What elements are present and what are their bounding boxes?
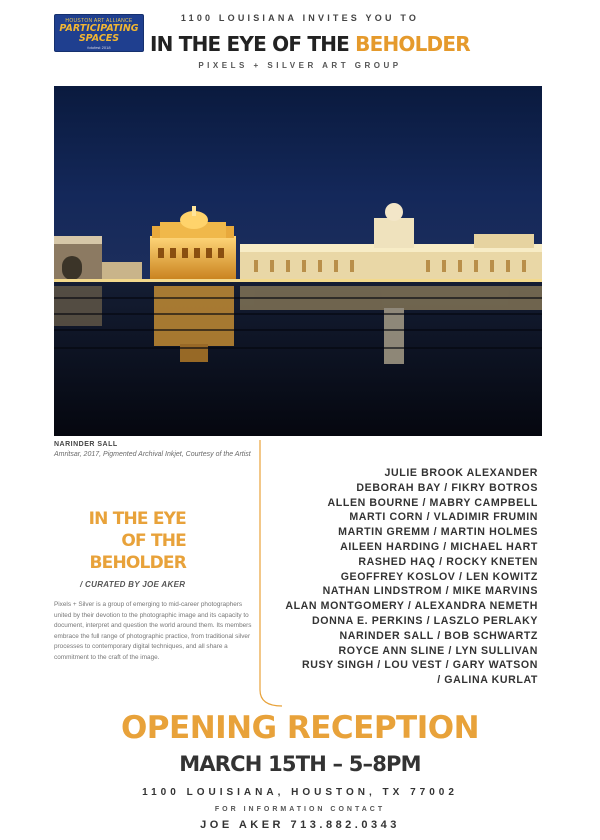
featured-photograph	[54, 86, 542, 436]
exhibition-title-block	[60, 508, 186, 574]
artist-line: JULIE BROOK ALEXANDER	[384, 467, 538, 479]
exhibition-blurb: Pixels + Silver is a group of emerging to mid-career photographers united by their devotion to the photographic image and its capacity to document, interpret and question the world around them. Its members embrace the full range of photographic practice, from traditional silver processes to contemporary digital techniques, and all share a commitment to the craft of the image.	[54, 601, 252, 661]
artist-line: GEOFFREY KOSLOV / LEN KOWITZ	[340, 570, 538, 583]
artist-line: DEBORAH BAY / FIKRY BOTROS	[356, 481, 538, 494]
exhibition-title-line-1: IN THE EYE	[88, 509, 186, 529]
event-date: MARCH 15TH – 5–8PM	[179, 752, 421, 776]
artist-line: AILEEN HARDING / MICHAEL HART	[340, 540, 538, 553]
artist-line: NATHAN LINDSTROM / MIKE MARVINS	[322, 585, 538, 598]
artist-line: RASHED HAQ / ROCKY KNETEN	[358, 555, 538, 568]
caption-description: Amritsar, 2017, Pigmented Archival Inkjet, Courtesy of the Artist	[54, 451, 251, 458]
main-title-highlight: BEHOLDER	[355, 32, 470, 56]
participating-spaces-logo	[54, 14, 144, 52]
art-group-name: PIXELS + SILVER ART GROUP	[198, 61, 402, 70]
contact-info: JOE AKER 713.882.0343	[200, 819, 400, 831]
opening-reception-heading: OPENING RECEPTION	[120, 710, 480, 746]
golden-temple-night-photo	[54, 86, 542, 436]
artist-line: ROYCE ANN SLINE / LYN SULLIVAN	[338, 644, 538, 657]
artist-line: ALAN MONTGOMERY / ALEXANDRA NEMETH	[285, 600, 538, 613]
artist-line: RUSY SINGH / LOU VEST / GARY WATSON	[301, 659, 538, 672]
exhibition-title-line-2: OF THE	[121, 531, 186, 551]
exhibition-title-line-3: BEHOLDER	[89, 553, 186, 573]
invite-line: 1100 LOUISIANA INVITES YOU TO	[180, 13, 420, 23]
artist-line: ALLEN BOURNE / MABRY CAMPBELL	[327, 496, 538, 509]
logo-main-text: PARTICIPATING SPACES	[59, 23, 139, 44]
artist-line: NARINDER SALL / BOB SCHWARTZ	[339, 629, 538, 642]
logo-sub-text: fotofest 2018	[87, 45, 111, 50]
main-title	[150, 32, 470, 56]
caption-artist: NARINDER SALL	[54, 441, 118, 448]
photo-caption	[54, 440, 264, 460]
main-title-part1: IN THE EYE OF THE	[150, 32, 356, 56]
event-address: 1100 LOUISIANA, HOUSTON, TX 77002	[142, 787, 458, 798]
artist-line: MARTIN GREMM / MARTIN HOLMES	[338, 526, 538, 539]
logo-top-text: HOUSTON ART ALLIANCE	[65, 18, 133, 24]
contact-label: FOR INFORMATION CONTACT	[214, 806, 386, 813]
artist-line: / GALINA KURLAT	[437, 674, 538, 687]
artist-line: MARTI CORN / VLADIMIR FRUMIN	[349, 511, 538, 524]
artist-list	[238, 466, 538, 688]
artist-line: DONNA E. PERKINS / LASZLO PERLAKY	[312, 614, 538, 627]
curator-credit: / CURATED BY JOE AKER	[80, 580, 186, 589]
